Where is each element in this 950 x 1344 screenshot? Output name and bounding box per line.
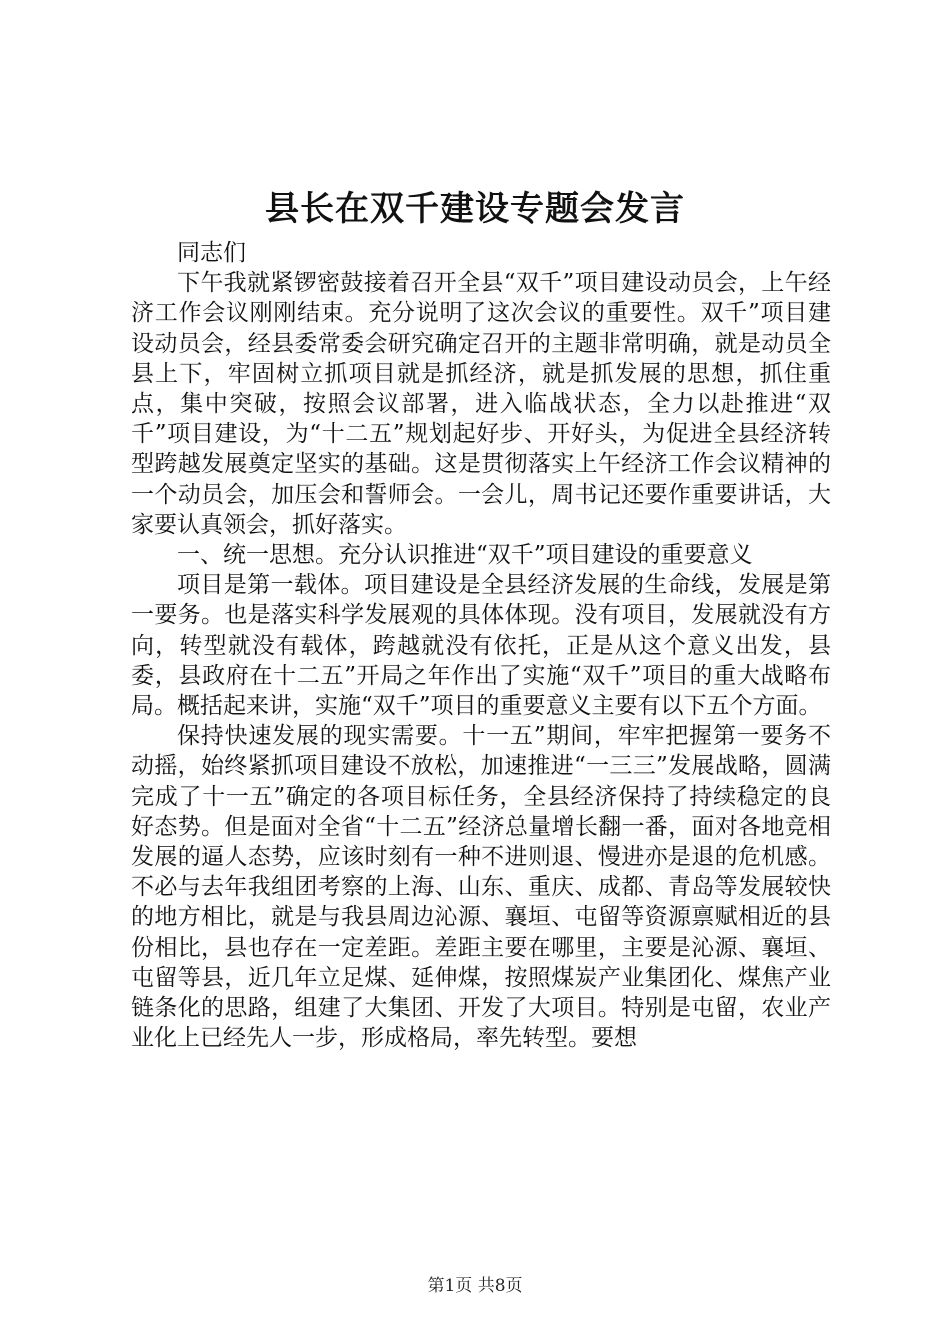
body-paragraph: 项目是第一载体。项目建设是全县经济发展的生命线，发展是第一要务。也是落实科学发展观的具体体现。没有项目，发展就没有方向，转型就没有载体，跨越就没有依托，正是从这个意义出发，县委，县政府在十二五”开局之年作出了实施“双千”项目的重大战略布局。概括起来讲，实施“双千”项目的重要意义主要有以下五个方面。 (131, 572, 831, 720)
page-number-footer: 第1页 共8页 (427, 1276, 523, 1296)
section-heading-paragraph: 一、统一思想。充分认识推进“双千”项目建设的重要意义 (177, 542, 753, 569)
body-paragraph: 保持快速发展的现实需要。十一五”期间，牢牢把握第一要务不动摇，始终紧抓项目建设不放松，加速推进“一三三”发展战略，圆满完成了十一五”确定的各项目标任务，全县经济保持了持续稳定的良好态势。但是面对全省“十二五”经济总量增长翻一番，面对各地竞相发展的逼人态势，应该时刻有一种不进则退、慢进亦是退的危机感。不必与去年我组团考察的上海、山东、重庆、成都、青岛等发展较快的地方相比，就是与我县周边沁源、襄垣、屯留等资源禀赋相近的县份相比，县也存在一定差距。差距主要在哪里，主要是沁源、襄垣、屯留等县，近几年立足煤、延伸煤，按照煤炭产业集团化、煤焦产业链条化的思路，组建了大集团、开发了大项目。特别是屯留，农业产业化上已经先人一步，形成格局，率先转型。要想 (131, 723, 831, 1052)
document-title: 县长在双千建设专题会发言 (265, 189, 685, 229)
salutation-paragraph: 同志们 (177, 240, 246, 266)
body-paragraph: 下午我就紧锣密鼓接着召开全县“双千”项目建设动员会，上午经济工作会议刚刚结束。充分说明了这次会议的重要性。双千”项目建设动员会，经县委常委会研究确定召开的主题非常明确，就是动员全县上下，牢固树立抓项目就是抓经济，就是抓发展的思想，抓住重点，集中突破，按照会议部署，进入临战状态，全力以赴推进“双千”项目建设，为“十二五”规划起好步、开好头，为促进全县经济转型跨越发展奠定坚实的基础。这是贯彻落实上午经济工作会议精神的一个动员会，加压会和誓师会。一会儿，周书记还要作重要讲话，大家要认真领会，抓好落实。 (131, 270, 831, 538)
document-body (131, 238, 831, 1053)
